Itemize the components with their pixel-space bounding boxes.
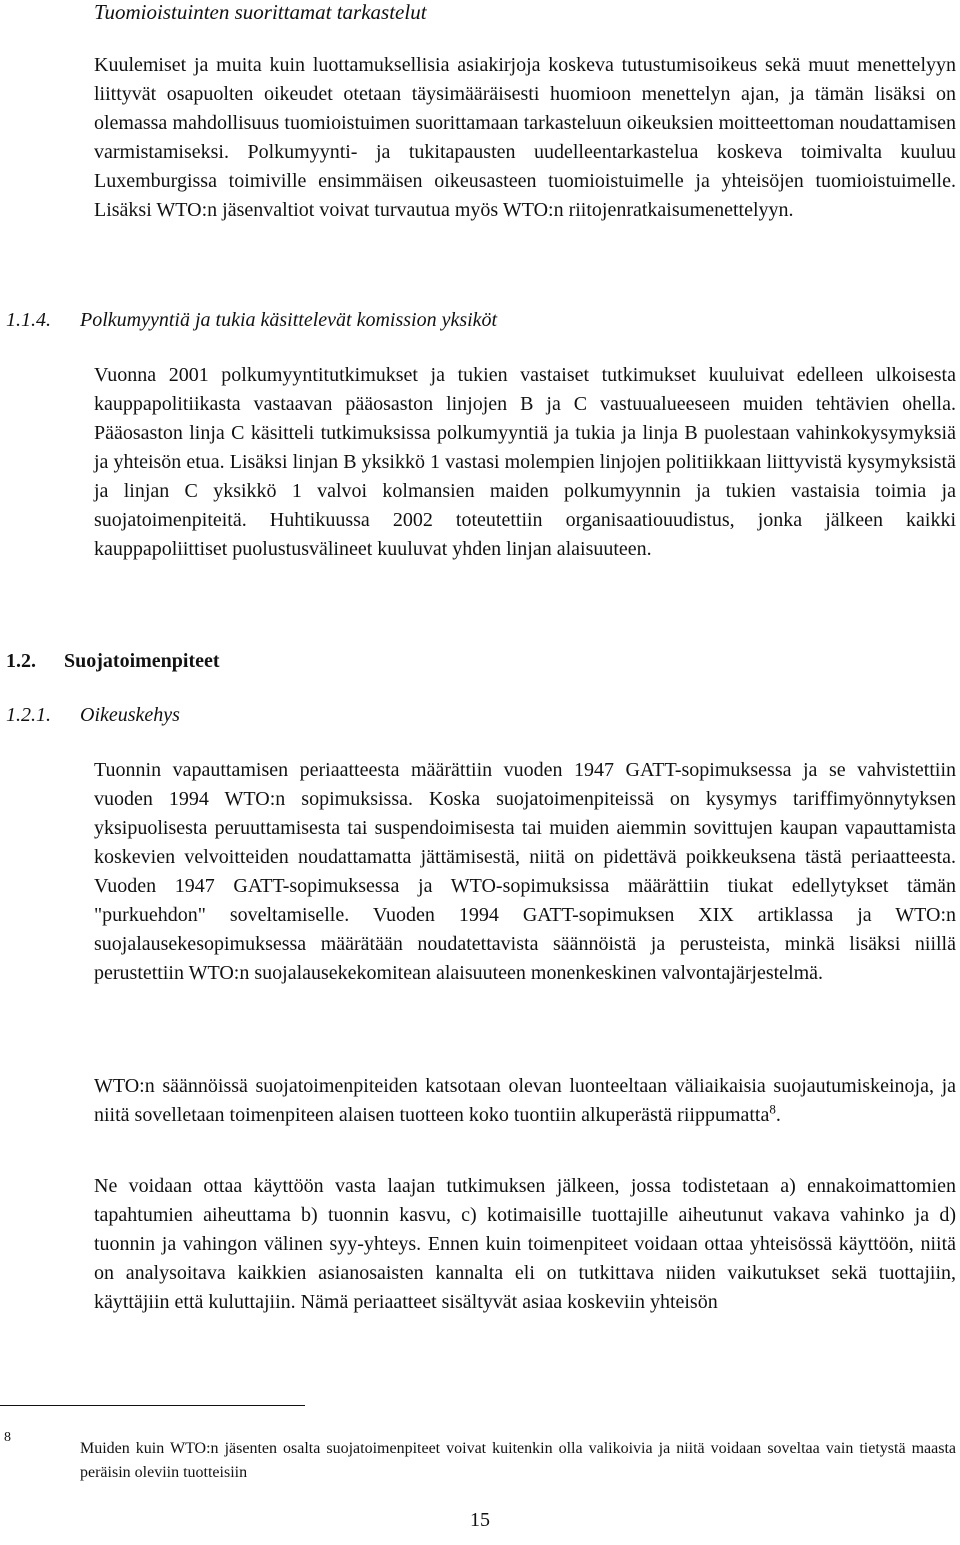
footnote-number: 8 — [4, 1430, 11, 1445]
page-number: 15 — [470, 1509, 490, 1531]
section-title-1-2-1: Oikeuskehys — [80, 704, 180, 726]
section-title-1-1-4: Polkumyyntiä ja tukia käsittelevät komission yksiköt — [80, 309, 498, 331]
paragraph-2: Vuonna 2001 polkumyyntitutkimukset ja tukien vastaiset tutkimukset kuuluivat edelleen ulkoisesta kauppapolitiikasta vastaavan pääosaston linjojen B ja C vastuualueeseen muiden tehtävien ohella. Pääosaston linja C käsitteli tutkimuksissa polkumyyntiä ja tukia ja linja B puolestaan vahinkokysymyksiä ja yhteisön etua. Lisäksi linjan B yksikkö 1 vastasi molempien linjojen politiikkaan liittyvistä kysymyksistä ja linjan C yksikkö 1 valvoi kolmansien maiden polkumyynnin ja tukien vastaisia toimia ja suojatoimenpiteitä. Huhtikuussa 2002 toteutettiin organisaatiouudistus, jonka jälkeen kaikki kauppapoliittiset puolustusvälineet kuuluvat yhden linjan alaisuuteen. — [94, 364, 956, 560]
footnote-reference: 8 — [769, 1101, 776, 1117]
section-title-1-2: Suojatoimenpiteet — [64, 650, 220, 672]
section-number-1-1-4: 1.1.4. — [6, 309, 51, 331]
paragraph-3: Tuonnin vapauttamisen periaatteesta määrättiin vuoden 1947 GATT-sopimuksessa ja se vahvistettiin vuoden 1994 WTO:n sopimuksissa. Koska suojatoimenpiteissä on kysymys tariffimyönnytyksen yksipuolisesta peruuttamisesta tai suspendoimisesta tai muiden aiemmin sovittujen kaupan vapauttamista koskevien velvoitteiden noudattamatta jättämisestä, niitä on pidettävä poikkeuksena tästä periaatteesta. Vuoden 1947 GATT-sopimuksessa ja WTO-sopimuksissa määrättiin tiukat edellytykset tämän "purkuehdon" soveltamiselle. Vuoden 1994 GATT-sopimuksen XIX artiklassa ja WTO:n suojalausekesopimuksessa määrätään noudatettavista säännöistä ja perusteista, minkä lisäksi niillä perustettiin WTO:n suojalausekekomitean alaisuuteen monenkeskinen valvontajärjestelmä. — [94, 759, 956, 984]
top-heading: Tuomioistuinten suorittamat tarkastelut — [94, 0, 427, 24]
section-number-1-2-1: 1.2.1. — [6, 704, 51, 726]
paragraph-5: Ne voidaan ottaa käyttöön vasta laajan tutkimuksen jälkeen, jossa todistetaan a) ennakoimattomien tapahtumien aiheuttama b) tuonnin kasvu, c) kotimaisille tuottajille aiheutunut vakava vahinko ja d) tuonnin ja vahingon välinen syy-yhteys. Ennen kuin toimenpiteet voidaan ottaa yhteisössä käyttöön, niitä on analysoitava kaikkien asianosaisten kannalta eli on tutkittava niiden vaikutukset sekä tuottajiin, käyttäjiin että kuluttajiin. Nämä periaatteet sisältyvät asiaa koskeviin yhteisön — [94, 1175, 956, 1313]
footnote-text: Muiden kuin WTO:n jäsenten osalta suojatoimenpiteet voivat kuitenkin olla valikoivia ja niitä voidaan soveltaa vain tietystä maasta peräisin oleviin tuotteisiin — [80, 1440, 956, 1481]
paragraph-4-end: . — [775, 1104, 781, 1126]
paragraph-4 — [94, 1072, 956, 1130]
footnote-separator — [0, 1405, 305, 1406]
section-number-1-2: 1.2. — [6, 650, 36, 672]
paragraph-4-text: WTO:n säännöissä suojatoimenpiteiden katsotaan olevan luonteeltaan väliaikaisia suojautumiskeinoja, ja niitä sovelletaan toimenpiteen alaisen tuotteen koko tuontiin alkuperästä riippumatta — [94, 1075, 956, 1126]
paragraph-1: Kuulemiset ja muita kuin luottamuksellisia asiakirjoja koskeva tutustumisoikeus sekä muut menettelyyn liittyvät osapuolten oikeudet otetaan täysimääräisesti huomioon menettelyn ajan, ja tämän lisäksi on olemassa mahdollisuus tuomioistuimen suorittamaan tarkasteluun oikeuksien moitteettoman noudattamisen varmistamiseksi. Polkumyynti- ja tukitapausten uudelleentarkastelua koskeva toimivalta kuuluu Luxemburgissa toimiville ensimmäisen oikeusasteen tuomioistuimelle ja yhteisöjen tuomioistuimelle. Lisäksi WTO:n jäsenvaltiot voivat turvautua myös WTO:n riitojenratkaisumenettelyyn. — [94, 54, 956, 221]
